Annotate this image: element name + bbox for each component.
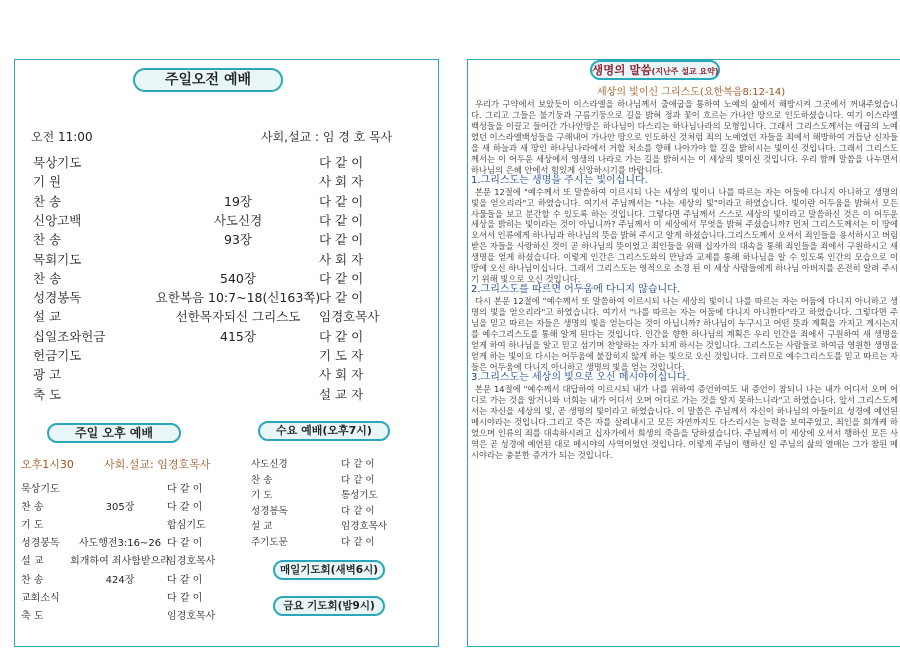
order-leader: 사 회 자 [319,251,364,267]
order-leader: 다 같 이 [341,536,375,548]
order-item: 기 원 [33,174,62,190]
order-leader: 합심기도 [167,520,206,532]
order-item: 기 도 [21,520,44,532]
order-item: 찬 송 [21,574,44,586]
order-row [33,153,393,172]
order-row [251,518,391,534]
order-leader: 사 회 자 [319,367,364,383]
order-row [33,269,393,288]
order-item: 성경봉독 [33,290,82,306]
section-1-heading: 1.그리스도는 생명을 주시는 빛이십니다. [471,174,648,186]
order-leader: 기 도 자 [319,348,364,363]
order-leader: 다 같 이 [319,270,364,286]
order-detail: 415장 [220,328,256,344]
order-row [33,385,393,404]
order-row [33,365,393,384]
order-item: 찬 송 [33,270,62,286]
daily-prayer-label: 매일기도회(새벽6시) [273,560,385,580]
order-item: 묵상기도 [33,155,82,170]
order-item: 성경봉독 [21,538,60,550]
order-item: 신앙고백 [33,212,82,228]
order-leader: 임경호목사 [319,309,380,325]
order-row [21,607,241,625]
order-leader: 다 같 이 [319,193,364,209]
order-leader: 다 같 이 [319,232,364,248]
order-row [33,172,393,191]
friday-prayer-label: 금요 기도회(밤9시) [273,596,385,616]
order-leader: 다 같 이 [319,290,364,306]
order-detail: 424장 [105,574,135,586]
sermon-title [590,60,720,80]
order-detail: 사도신경 [213,212,263,228]
order-detail: 사도행전3:16~26 [78,538,162,550]
morning-time: 오전 11:00 [31,130,93,144]
afternoon-time: 오후1시30 [21,458,74,471]
order-detail: 540장 [220,270,256,286]
order-leader: 임경호목사 [167,610,216,622]
order-row [21,498,241,516]
order-row [251,472,391,488]
order-leader: 다 같 이 [167,484,203,495]
order-leader: 통성기도 [341,490,378,501]
order-item: 성경봉독 [251,505,288,517]
sermon-subtitle: 세상의 빛이신 그리스도(요한복음8:12-14) [597,87,786,98]
order-row [21,516,241,534]
order-item: 찬 송 [33,232,62,248]
order-leader: 임경호목사 [167,556,216,568]
order-leader: 다 같 이 [319,155,364,170]
order-row [33,346,393,365]
afternoon-presider: 사회.설교: 임경호목사 [104,458,211,471]
order-leader: 다 같 이 [319,328,364,344]
order-leader: 다 같 이 [167,538,203,550]
order-item: 기 도 [251,490,273,501]
order-row [33,250,393,269]
order-detail: 회개하여 죄사함받으라 [70,556,170,568]
section-2-heading: 2.그리스도를 따르면 어두움에 다니지 않습니다. [471,284,680,296]
order-row [21,480,241,498]
sermon-body [471,99,898,644]
order-row [21,552,241,570]
order-row [33,230,393,249]
sermon-title-main: 생명의 말씀 [592,63,652,77]
section-2-body: 다시 본문 12절에 "예수께서 또 말씀하여 이르시되 나는 세상의 빛이니 나를 따르는 자는 어둠에 다니지 아니하고 생명의 빛을 얻으리라"고 하였습니다. 여기서 "나를 따르는 자는 어둠에 다니지 아니한다"라고 하였습니다. 그렇다면 주님을 믿고 따르는 자들은 생명의 빛을 얻는다는 것이 아닙니까? 하나님이 누구시고 어떤 뜻과 계획을 가지고 계시는지를 예수그리스도를 통해 알게 된다는 것입니다. 인간을 향한 하나님의 계획은 우리 인간을 죄에서 구원하여 새 생명을 얻게 하여 하나님을 알고 믿고 섬기며 찬양하는 자가 되게 하시는 것입니다. 그리스도는 사람들로 하여금 영원한 생명을 얻게 하는 빛이요 다시는 어두움에 붙잡히지 않게 하는 빛으로 오신 것입니다. 그러므로 예수그리스도를 믿고 따르는 자들은 어두움에 다니지 아니하고 생명의 빛을 얻는 것입니다. [471,296,898,372]
sermon-intro: 우리가 구약에서 보았듯이 이스라엘을 하나님께서 출애굽을 통하여 노예의 삶에서 해방시켜 그곳에서 꺼내주었습니다. 그리고 그들은 불기둥과 구름기둥으로 길을 밝혀 정과 꽃이 흐르는 가나안 땅으로 인도하셨습니다. 여기 이스라엘 백성들을 이끌고 들어간 가나안땅은 하나님이 다스리는 하나님나라의 모형입니다. 그래서 그리스도께서는 애굽의 노예였던 이스라엘백성들을 구해내어 가나안 땅으로 인도하신 것처럼 죄의 노예였던 자들을 죄에서 해방하여 거듭난 신자들을 새 하늘과 새 땅인 하나님나라에서 거할 처소를 향해 나아가야 할 길을 밝히시는 빛이신 것입니다. 그래서 그리스도께서는 이 어두운 세상에서 영생의 나라로 가는 길을 밝히시는 이 세상의 빛이신 것입니다. 우리 함께 말씀을 나누면서 하나님의 은혜 안에서 힘있게 신앙하시기를 바랍니다. [471,99,898,175]
order-leader: 임경호목사 [341,521,387,532]
order-row [251,503,391,519]
order-row [251,487,391,503]
order-item: 주기도문 [251,536,288,548]
order-detail: 93장 [224,232,252,248]
order-item: 십일조와헌금 [33,328,106,344]
order-leader: 다 같 이 [341,459,375,470]
order-row [251,534,391,550]
order-leader: 다 같 이 [341,474,375,486]
morning-service-title: 주일오전 예배 [133,68,283,92]
order-row [21,534,241,552]
order-item: 교회소식 [21,592,60,604]
order-item: 찬 송 [21,502,44,514]
sermon-title-small: (지난주 설교 요약) [651,67,719,76]
order-row [33,307,393,326]
order-detail: 19장 [224,193,252,209]
order-leader: 다 같 이 [341,505,375,517]
morning-presider: 사회,설교 : 임 경 호 목사 [261,130,393,144]
order-item: 광 고 [33,367,62,383]
order-row [21,589,241,607]
order-detail: 요한복음 10:7~18(신163쪽) [155,290,321,306]
order-leader: 사 회 자 [319,174,364,190]
order-row [33,192,393,211]
order-row [21,571,241,589]
order-row [33,327,393,346]
order-leader: 다 같 이 [167,592,203,604]
order-item: 축 도 [21,610,44,622]
order-item: 목회기도 [33,251,82,267]
section-1-body: 본문 12절에 "예수께서 또 말씀하여 이르시되 나는 세상의 빛이니 나를 따르는 자는 어둠에 다니지 아니하고 생명의 빛을 얻으리라"고 하였습니다. 여기서 주님께서는 "나는 세상의 빛"이라고 하였습니다. 빛이란 어두움을 밝혀서 모든 사물들을 보고 분간할 수 있도록 하는 것입니다. 그렇다면 주님께서 스스로 세상의 빛이라고 말씀하신 것은 이 어두운 세상을 밝히는 빛이라는 것이 아닙니까? 주님께서 이 세상에서 무엇을 밝혀 주셨습니까? 먼저 그리스도께서는 이 땅에 오셔서 인류에게 하나님과 하나님의 뜻을 밝혀 주시고 알게 하셨습니다.그리스도께서 오셔서 죄인들을 용서하시고 버림받은 자들을 사랑하신 것이 곧 하나님의 뜻이었고 죄인들을 위해 십자가의 대속을 통해 죄인들을 죄에서 구원하시고 새 생명을 얻게 하셨습니다. 이렇게 인간은 그리스도와의 만남과 교제를 통해 하나님을 알 수 있도록 인간의 모습으로 이 땅에 오신 하나님이십니다. 그래서 그리스도는 영적으로 소경 된 이 세상 사람들에게 하나님 아버지를 온전히 알려 주시기 위해 빛으로 오신 것입니다. [471,186,898,285]
order-row [33,288,393,307]
order-item: 축 도 [33,386,62,402]
order-leader: 다 같 이 [167,574,203,586]
section-3-body: 본문 14절에 "예수께서 대답하여 이르시되 내가 나를 위하여 증언하여도 내 증언이 참되니 나는 내가 어디서 오며 어디로 가는 것을 알거니와 너희는 내가 어디서 오며 어디로 가는 것을 알지 못하느니라"고 하였습니다. 앞서 그리스도께서는 자신을 세상의 빛, 곧 생명의 빛이라고 하였습니다. 이 말씀은 주님께서 자신이 하나님의 아들이요 성경에 예언된 메시야라는 것입니다.그리고 죽은 자를 살려내시고 모든 자연까지도 다스리시는 능력을 보여주었고, 죄인을 회개케 하였으며 인류의 죄를 대속하시려고 십자가에서 희생의 죽음을 당하셨습니다. 주님께서 이 세상에 오셔서 행하신 모든 사역은 곧 성경에 예언된 대로 메시야의 사역이었던 것입니다. 이렇게 주님이 행하신 일 주님의 삶의 열매는 그가 참된 메시야라는 충분한 증거가 되는 것입니다. [471,383,898,460]
order-leader: 다 같 이 [167,502,203,514]
order-item: 설 교 [251,521,273,532]
afternoon-service-title: 주일 오후 예배 [47,423,181,443]
order-item: 설 교 [33,309,62,325]
order-item: 사도신경 [251,459,288,470]
wednesday-service-title: 수요 예배(오후7시) [258,421,390,441]
order-row [33,211,393,230]
order-detail: 선한목자되신 그리스도 [175,309,301,325]
section-3-heading: 3.그리스도는 세상의 빛으로 오신 메시야이십니다. [471,371,690,383]
order-item: 묵상기도 [21,484,60,495]
order-leader: 다 같 이 [319,212,364,228]
order-row [251,456,391,472]
order-item: 찬 송 [251,474,273,486]
order-item: 설 교 [21,556,44,568]
order-leader: 설 교 자 [319,386,364,402]
order-item: 헌금기도 [33,348,82,363]
order-item: 찬 송 [33,193,62,209]
order-detail: 305장 [105,502,135,514]
